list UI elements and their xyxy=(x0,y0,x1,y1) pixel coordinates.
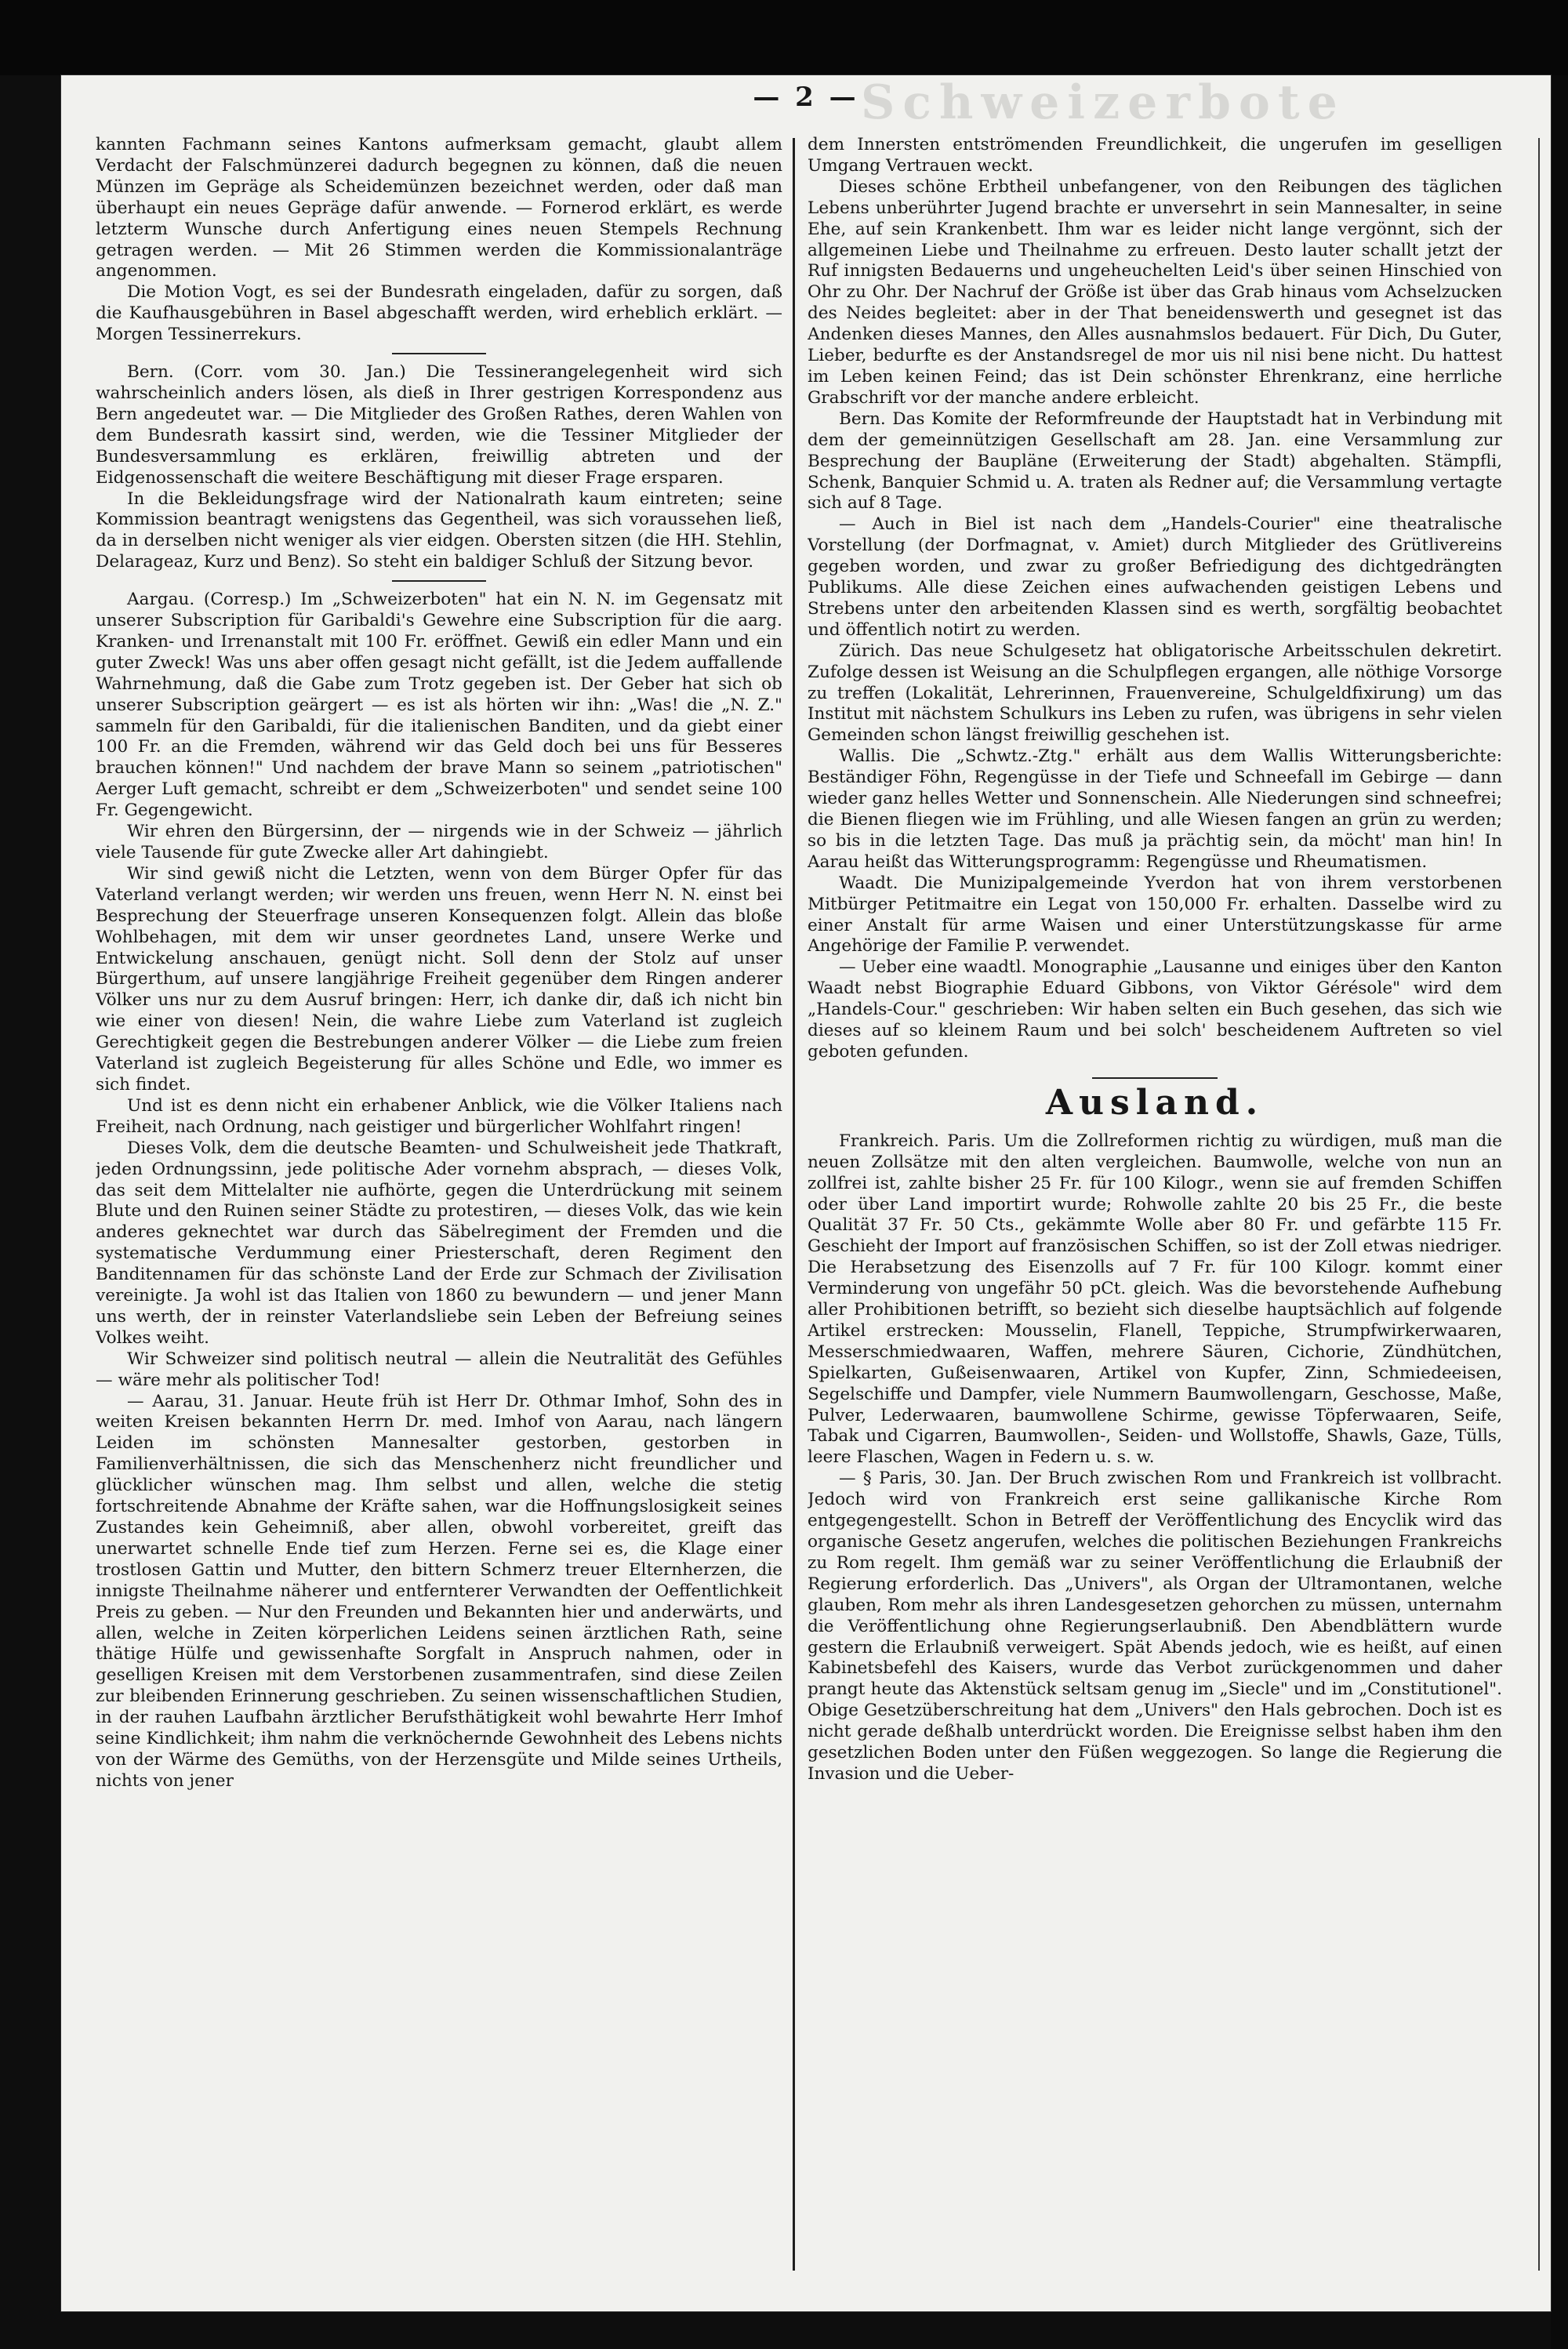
article-paragraph: Wir ehren den Bürgersinn, der — nirgends wie in der Schweiz — jährlich viele Tausende für gute Zwecke aller Art dahingiebt. xyxy=(96,822,782,862)
section-heading-ausland: Ausland. xyxy=(1045,1082,1265,1123)
scan-border-right xyxy=(1551,75,1568,2349)
article-paragraph: — Ueber eine waadtl. Monographie „Lausanne und einiges über den Kanton Waadt nebst Biographie Eduard Gibbons, von Viktor Gérésole" wird dem „Handels-Cour." geschrieben: Wir haben selten ein Buch gesehen, das sich wie dieses auf so kleinem Raum und bei solch' bescheidenem Auftreten so viel geboten gefunden. xyxy=(808,957,1502,1062)
article-paragraph: Wir sind gewiß nicht die Letzten, wenn von dem Bürger Opfer für das Vaterland verlangt werden; wir werden uns freuen, wenn Herr N. N. einst bei Besprechung der Steuerfrage unseren Konsequenzen folgt. Allein das bloße Wohlbehagen, mit dem wir unser geordnetes Land, unsere Werke und Entwickelung anschauen, genügt nicht. Soll denn der Stolz auf unser Bürgerthum, auf unsere langjährige Freiheit gegenüber dem Ringen anderer Völker uns nur zu dem Ausruf bringen: Herr, ich danke dir, daß ich nicht bin wie einer von diesen! Nein, die wahre Liebe zum Vaterland ist zugleich Gerechtigkeit gegen die Bestrebungen anderer Völker — die Liebe zum freien Vaterland ist zugleich Begeisterung für alles Schöne und Edle, wo immer es sich findet. xyxy=(96,863,782,1095)
article-paragraph: Dieses schöne Erbtheil unbefangener, von den Reibungen des täglichen Lebens unberührter Jugend brachte er unversehrt in sein Mannesalter, in seine Ehe, auf sein Krankenbett. Ihm war es leider nicht lange vergönnt, sich der allgemeinen Liebe und Theilnahme zu erfreuen. Desto lauter schallt jetzt der Ruf innigsten Bedauerns und ungeheuchelten Leid's über seinen Hinschied von Ohr zu Ohr. Der Nachruf der Größe ist über das Grab hinaus vom Achselzucken des Neides begleitet: aber in der That beneidenswerth und gesegnet ist das Andenken dieses Mannes, den Alles ausnahmslos bedauert. Für Dich, Du Guter, Lieber, bedurfte es der Anstandsregel de mor uis nil nisi bene nicht. Du hattest im Leben keinen Feind; das ist Dein schönster Ehrenkranz, eine herrliche Grabschrift vor der manche andere erbleicht. xyxy=(808,176,1502,408)
article-paragraph: Zürich. Das neue Schulgesetz hat obligatorische Arbeitsschulen dekretirt. Zufolge dessen ist Weisung an die Schulpflegen ergangen, alle nöthige Vorsorge zu treffen (Lokalität, Lehrerinnen, Frauenvereine, Schulgeldfixirung) um das Institut mit nächstem Schulkurs ins Leben zu rufen, was übrigens in sehr vielen Gemeinden schon längst freiwillig geschehen ist. xyxy=(808,641,1502,746)
masthead-bleedthrough: Schweizerbote xyxy=(861,75,1345,122)
newspaper-page xyxy=(61,75,1551,2311)
article-paragraph: — § Paris, 30. Jan. Der Bruch zwischen Rom und Frankreich ist vollbracht. Jedoch wird von Frankreich erst seine gallikanische Kirche Rom entgegengestellt. Schon in Betreff der Veröffentlichung des Encyclik wird das organische Gesetz angerufen, welches die politischen Beziehungen Frankreichs zu Rom regelt. Ihm gemäß war zu seiner Veröffentlichung die Erlaubniß der Regierung erforderlich. Das „Univers", als Organ der Ultramontanen, welche glauben, Rom mehr als ihren Landesgesetzen gehorchen zu müssen, unternahm die Veröffentlichung ohne Regierungserlaubniß. Den Abendblättern wurde gestern die Erlaubniß verweigert. Spät Abends jedoch, wie es heißt, auf einen Kabinetsbefehl des Kaisers, wurde das Verbot zurückgenommen und daher prangt heute das Aktenstück seltsam genug im „Siecle" und im „Constitutionel". Obige Gesetzüberschreitung hat dem „Univers" den Hals gebrochen. Doch ist es nicht gerade deßhalb unterdrückt worden. Die Ereignisse selbst haben ihm den gesetzlichen Boden unter den Füßen weggezogen. So lange die Regierung die Invasion und die Ueber- xyxy=(808,1469,1502,1784)
article-paragraph: — Auch in Biel ist nach dem „Handels-Courier" eine theatralische Vorstellung (der Dorfmagnat, v. Amiet) durch Mitglieder des Grütlivereins gegeben worden, und zwar zu großer Befriedigung des dichtgedrängten Publikums. Alle diese Zeichen eines aufwachenden geistigen Lebens und Strebens unter den arbeitenden Klassen sind es werth, sorgfältig beobachtet und öffentlich notirt zu werden. xyxy=(808,514,1502,640)
article-paragraph: Bern. Das Komite der Reformfreunde der Hauptstadt hat in Verbindung mit dem der gemeinnützigen Gesellschaft am 28. Jan. eine Versammlung zur Besprechung der Baupläne (Erweiterung der Stadt) abgehalten. Stämpfli, Schenk, Banquier Schmid u. A. traten als Redner auf; die Versammlung vertagte sich auf 8 Tage. xyxy=(808,408,1502,514)
separator-rule xyxy=(392,580,486,582)
separator-rule xyxy=(392,353,486,354)
article-paragraph: Und ist es denn nicht ein erhabener Anblick, wie die Völker Italiens nach Freiheit, nach Ordnung, nach geistiger und bürgerlicher Wohlfahrt ringen! xyxy=(96,1095,782,1137)
article-paragraph: Die Motion Vogt, es sei der Bundesrath eingeladen, dafür zu sorgen, daß die Kaufhausgebühren in Basel abgeschafft werden, wird erheblich erklärt. — Morgen Tessinerrekurs. xyxy=(96,282,782,345)
article-paragraph: kannten Fachmann seines Kantons aufmerksam gemacht, glaubt allem Verdacht der Falschmünzerei dadurch begegnen zu können, daß die neuen Münzen im Gepräge als Scheidemünzen bezeichnet werden, oder daß man überhaupt ein neues Gepräge dafür anwende. — Fornerod erklärt, es werde letzterm Wunsche durch Anfertigung eines neuen Stempels Rechnung getragen werden. — Mit 26 Stimmen werden die Kommissionalanträge angenommen. xyxy=(96,135,782,281)
article-paragraph: Aargau. (Corresp.) Im „Schweizerboten" hat ein N. N. im Gegensatz mit unserer Subscription für Garibaldi's Gewehre eine Subscription für die aarg. Kranken- und Irrenanstalt mit 100 Fr. eröffnet. Gewiß ein edler Mann und ein guter Zweck! Was uns aber offen gesagt nicht gefällt, ist die Jedem auffallende Wahrnehmung, daß die Gabe zum Trotz gegeben ist. Der Geber hat sich ob unserer Subscription geärgert — es ist als hörten wir ihn: „Was! die „N. Z." sammeln für den Garibaldi, für die italienischen Banditen, und da giebt einer 100 Fr. an die Fremden, während wir das Geld doch bei uns für Besseres brauchen können!" Und nachdem der brave Mann so seinem „patriotischen" Aerger Luft gemacht, schreibt er dem „Schweizerboten" und sendet seine 100 Fr. Gegengewicht. xyxy=(96,590,782,821)
left-column xyxy=(96,135,782,2283)
article-paragraph: Waadt. Die Munizipalgemeinde Yverdon hat von ihrem verstorbenen Mitbürger Petitmaitre ein Legat von 150,000 Fr. erhalten. Dasselbe wird zu einer Anstalt für arme Waisen und einer Unterstützungskasse für arme Angehörige der Familie P. verwendet. xyxy=(808,873,1502,957)
separator-rule xyxy=(1092,1077,1218,1079)
page-edge-rule xyxy=(1538,138,1540,2271)
article-paragraph: Dieses Volk, dem die deutsche Beamten- und Schulweisheit jede Thatkraft, jeden Ordnungssinn, jede politische Ader vornehm absprach, — dieses Volk, das seit dem Mittelalter nie aufhörte, gegen die Unterdrückung mit seinem Blute und den Ruinen seiner Städte zu protestiren, — dieses Volk, das wie kein anderes geknechtet war durch das Säbelregiment der Fremden und die systematische Verdummung einer Priesterschaft, deren Regiment den Banditennamen für das schönste Land der Erde zur Schmach der Zivilisation vereinigte. Ja wohl ist das Italien von 1860 zu bewundern — und jener Mann uns werth, der in reinster Vaterlandsliebe sein Leben der Befreiung seines Volkes weiht. xyxy=(96,1138,782,1348)
page-number: — 2 — xyxy=(753,82,859,113)
article-paragraph: dem Innersten entströmenden Freundlichkeit, die ungerufen im geselligen Umgang Vertrauen weckt. xyxy=(808,135,1502,176)
article-paragraph: Wir Schweizer sind politisch neutral — allein die Neutralität des Gefühles — wäre mehr als politischer Tod! xyxy=(96,1349,782,1390)
column-rule xyxy=(793,138,795,2271)
article-paragraph: — Aarau, 31. Januar. Heute früh ist Herr Dr. Othmar Imhof, Sohn des in weiten Kreisen bekannten Herrn Dr. med. Imhof von Aarau, nach längern Leiden im schönsten Mannesalter gestorben, gestorben in Familienverhältnissen, die sich das Menschenherz nicht freundlicher und glücklicher wünschen mag. Ihm selbst und allen, welche die stetig fortschreitende Abnahme der Kräfte sahen, war die Hoffnungslosigkeit seines Zustandes kein Geheimniß, aber allen, obwohl vorbereitet, greift das unerwartet schnelle Ende tief zum Herzen. Ferne sei es, die Klage einer trostlosen Gattin und Mutter, den bittern Schmerz treuer Elternherzen, die innigste Theilnahme näherer und entfernterer Verwandten der Oeffentlichkeit Preis zu geben. — Nur den Freunden und Bekannten hier und anderwärts, und allen, welche in Zeiten körperlichen Leidens seinen ärztlichen Rath, seine thätige Hülfe und gewissenhafte Sorgfalt in Anspruch nahmen, oder in geselligen Kreisen mit dem Verstorbenen zusammentrafen, sind diese Zeilen zur bleibenden Erinnerung geschrieben. Zu seinen wissenschaftlichen Studien, in der rauhen Laufbahn ärztlicher Berufsthätigkeit wohl bewahrte Herr Imhof seine Kindlichkeit; ihm nahm die verknöchernde Gewohnheit des Lebens nichts von der Wärme des Gemüths, von der Herzensgüte und Milde seines Urtheils, nichts von jener xyxy=(96,1391,782,1791)
article-paragraph: Wallis. Die „Schwtz.-Ztg." erhält aus dem Wallis Witterungsberichte: Beständiger Föhn, Regengüsse in der Tiefe und Schneefall im Gebirge — dann wieder ganz helles Wetter und Sonnenschein. Alle Niederungen sind schneefrei; die Bienen fliegen wie im Frühling, und alle Wiesen fangen an grün zu werden; so bis in die letzten Tage. Das muß ja prächtig sein, da möcht' man hin! In Aarau heißt das Witterungsprogramm: Regengüsse und Rheumatismen. xyxy=(808,746,1502,872)
article-paragraph: Frankreich. Paris. Um die Zollreformen richtig zu würdigen, muß man die neuen Zollsätze mit den alten vergleichen. Baumwolle, welche von nun an zollfrei ist, zahlte bisher 25 Fr. für 100 Kilogr., wenn sie auf fremden Schiffen oder über Land importirt wurde; Rohwolle zahlte 20 bis 25 Fr., die beste Qualität 37 Fr. 50 Cts., gekämmte Wolle aber 80 Fr. und gefärbte 115 Fr. Geschieht der Import auf französischen Schiffen, so ist der Zoll etwas niedriger. Die Herabsetzung des Eisenzolls auf 7 Fr. für 100 Kilogr. kommt einer Verminderung von ungefähr 50 pCt. gleich. Was die bevorstehende Aufhebung aller Prohibitionen betrifft, so bezieht sich dieselbe hauptsächlich auf folgende Artikel erstrecken: Mousselin, Flanell, Teppiche, Strumpfwirkerwaaren, Messerschmiedwaaren, Waffen, mehrere Säuren, Cichorie, Zündhütchen, Spielkarten, Gußeisenwaaren, Artikel von Kupfer, Zinn, Schmiedeeisen, Segelschiffe und Dampfer, viele Nummern Baumwollengarn, Geschosse, Maße, Pulver, Lederwaaren, baumwollene Schirme, gewisse Töpferwaaren, Seife, Tabak und Cigarren, Baumwollen-, Seiden- und Wollstoffe, Shawls, Gaze, Tülls, leere Flaschen, Wagen in Federn u. s. w. xyxy=(808,1131,1502,1468)
scan-border-top xyxy=(0,0,1568,75)
article-paragraph: In die Bekleidungsfrage wird der Nationalrath kaum eintreten; seine Kommission beantragt wenigstens das Gegentheil, was sich voraussehen ließ, da in derselben nicht weniger als vier eidgen. Obersten sitzen (die HH. Stehlin, Delarageaz, Kurz und Benz). So steht ein baldiger Schluß der Sitzung bevor. xyxy=(96,488,782,572)
right-column xyxy=(808,135,1502,2283)
article-paragraph: Bern. (Corr. vom 30. Jan.) Die Tessinerangelegenheit wird sich wahrscheinlich anders lösen, als dieß in Ihrer gestrigen Korrespondenz aus Bern angedeutet war. — Die Mitglieder des Großen Rathes, deren Wahlen von dem Bundesrath kassirt sind, werden, wie die Tessiner Mitglieder der Bundesversammlung es erklären, freiwillig abtreten und der Eidgenossenschaft die weitere Beschäftigung mit dieser Frage ersparen. xyxy=(96,362,782,488)
